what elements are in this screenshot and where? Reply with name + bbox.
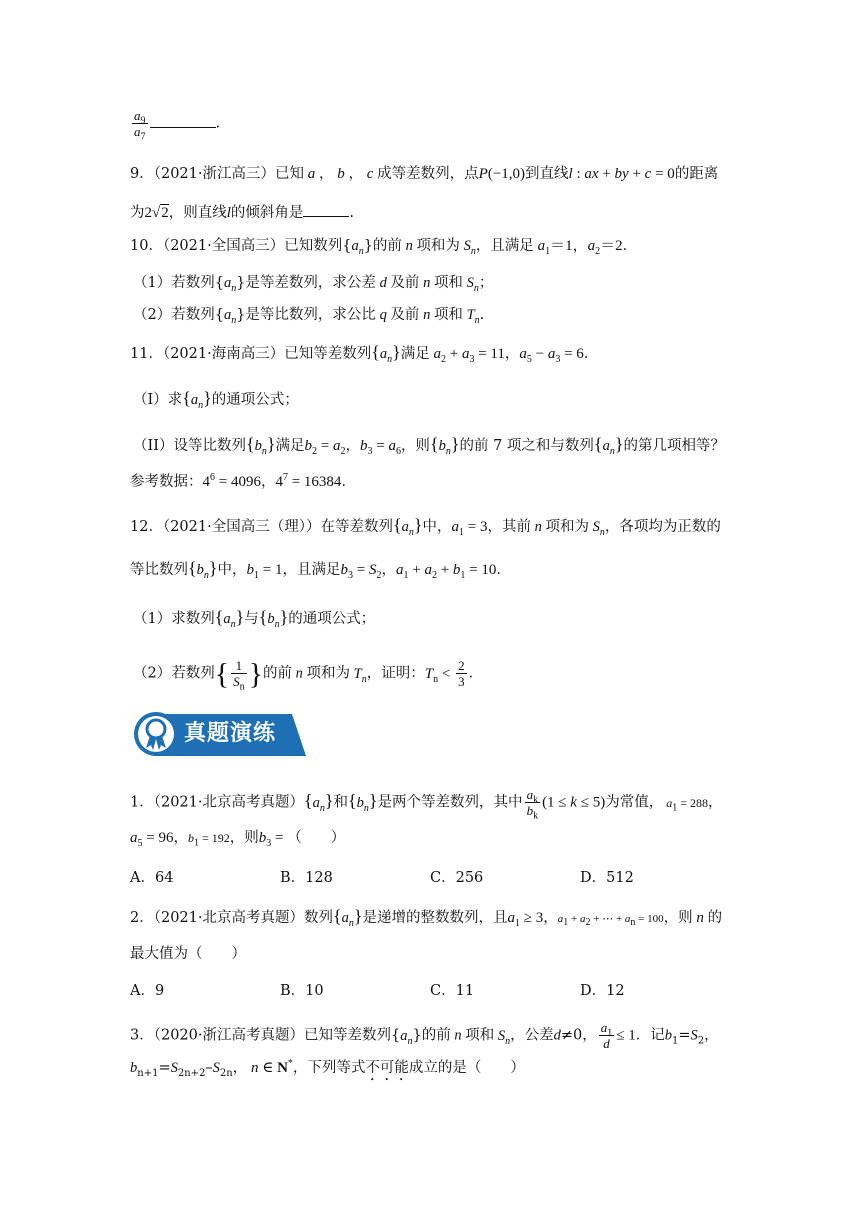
fraction-a1-d: $\frac{a_1}{d}$ (600, 1020, 613, 1051)
answer-blank (150, 113, 216, 128)
section-title: 真题演练 (184, 721, 277, 746)
question-source: （2020·浙江高考真题） (153, 1027, 304, 1044)
question-number: 9． (130, 166, 154, 182)
fraction-2-3: $\frac{2}{3}$ (458, 658, 465, 689)
question-source: （2021·海南高三） (162, 346, 285, 362)
question-12: 12．（2021·全国高三（理））在等差数列$\{a_n\}$中，$a_1 = 3$，其前 n 项和为 $S_n$，各项均为正数的 (130, 515, 721, 538)
exam-question-2-cont: 最大值为（ ） (130, 946, 246, 962)
exam-question-1: 1．（2021·北京高考真题）$\{a_n\}$和$\{b_n\}$是两个等差数列，其中 $\frac{a_k}{b_k}$ (1 ≤ k ≤ 5)为常值， $a_1 = 288$， (130, 787, 723, 822)
fraction-1-over-Sn: $\frac{1}{S_n}$ (233, 658, 245, 693)
question-source: （2021·北京高考真题） (153, 910, 304, 926)
exam-question-3-cont: $b_{n+1}=S_{2n+2}-S_{2n}$， n ∈ N*，下列等式不可能成立的是（ ） (130, 1058, 525, 1079)
question-number: 2． (130, 910, 154, 926)
option-b[interactable]: B．128 (280, 870, 333, 886)
exam-question-2: 2．（2021·北京高考真题）数列$\{a_n\}$是递增的整数数列，且$a_1 \ge 3$，$a_1 + a_2$ + ⋯ + $a_n = 100$，则 n 的 (130, 906, 723, 929)
exam-question-3: 3．（2020·浙江高考真题）已知等差数列$\{a_n\}$的前 n 项和 $S_n$，公差d≠0， $\frac{a_1}{d}$ ≤ 1．记$b_1=S_2$， (130, 1020, 719, 1051)
question-number: 3． (130, 1027, 154, 1044)
question-10: 10．（2021·全国高三）已知数列$\{a_n\}$的前 n 项和为 $S_n$，且满足 $a_1=1$，$a_2=2$． (130, 238, 638, 257)
option-a[interactable]: A．64 (130, 870, 174, 886)
question-number: 12． (130, 519, 163, 535)
question-11-part-1: （I）求$\{a_n\}$的通项公式； (133, 388, 299, 411)
exam-question-1-cont: $a_5 = 96$，$b_1 = 192$，则$b_3$ = （ ） (130, 830, 346, 849)
question-9-cont: 为2√2，则直线l的倾斜角是 . (130, 202, 354, 223)
option-d[interactable]: D．12 (580, 983, 625, 999)
question-12-part-2: （2）若数列{ $\frac{1}{S_n}$ }的前 n 项和为 $T_n$，证明：$T_n$ < $\frac{2}{3}$ ． (133, 657, 484, 693)
option-a[interactable]: A．9 (130, 983, 165, 999)
question-source: （2021·全国高三（理）） (162, 519, 321, 535)
section-banner (132, 710, 306, 758)
fraction-a9-a7: $\frac{a_9}{a_7}$ (134, 108, 146, 143)
question-number: 1． (130, 794, 154, 811)
question-11-part-2: （II）设等比数列$\{b_n\}$满足$b_2 = a_2$，$b_3 = a_6$，则$\{b_n\}$的前 7 项之和与数列$\{a_n\}$的第几项相等？ (133, 434, 725, 457)
option-c[interactable]: C．11 (430, 983, 475, 999)
fraction-ak-bk: $\frac{a_k}{b_k}$ (526, 787, 539, 822)
question-source: （2021·北京高考真题） (153, 794, 304, 811)
option-c[interactable]: C．256 (430, 870, 484, 886)
question-9: 9．（2021·浙江高三）已知 a ， b ， c 成等差数列，点P(−1,0)到直线l : ax + by + c = 0的距离 (130, 166, 719, 182)
question-11-reference: 参考数据：$4^6 = 4096$，$4^7 = 16384$． (130, 472, 356, 490)
option-b[interactable]: B．10 (280, 983, 324, 999)
question-source: （2021·全国高三） (162, 238, 285, 254)
question-10-part-2: （2）若数列$\{a_n\}$是等比数列，求公比 q 及前 n 项和 $T_n$. (133, 307, 485, 326)
question-12-cont: 等比数列$\{b_n\}$中，$b_1 = 1$，且满足$b_3 = S_2$，$a_1 + a_2 + b_1 = 10$． (130, 558, 511, 581)
question-source: （2021·浙江高三） (153, 166, 275, 182)
question-number: 11． (130, 346, 163, 362)
question-10-part-1: （1）若数列$\{a_n\}$是等差数列，求公差 d 及前 n 项和 $S_n$； (133, 275, 494, 294)
answer-blank (303, 202, 349, 217)
question-number: 10． (130, 238, 163, 254)
q8-tail: $\frac{a_9}{a_7}$ . (134, 108, 221, 143)
question-12-part-1: （1）求数列$\{a_n\}$与$\{b_n\}$的通项公式； (133, 607, 376, 630)
option-d[interactable]: D．512 (580, 870, 634, 886)
question-11: 11．（2021·海南高三）已知等差数列$\{a_n\}$满足 $a_2 + a_3 = 11$，$a_5 - a_3 = 6$． (130, 342, 599, 365)
